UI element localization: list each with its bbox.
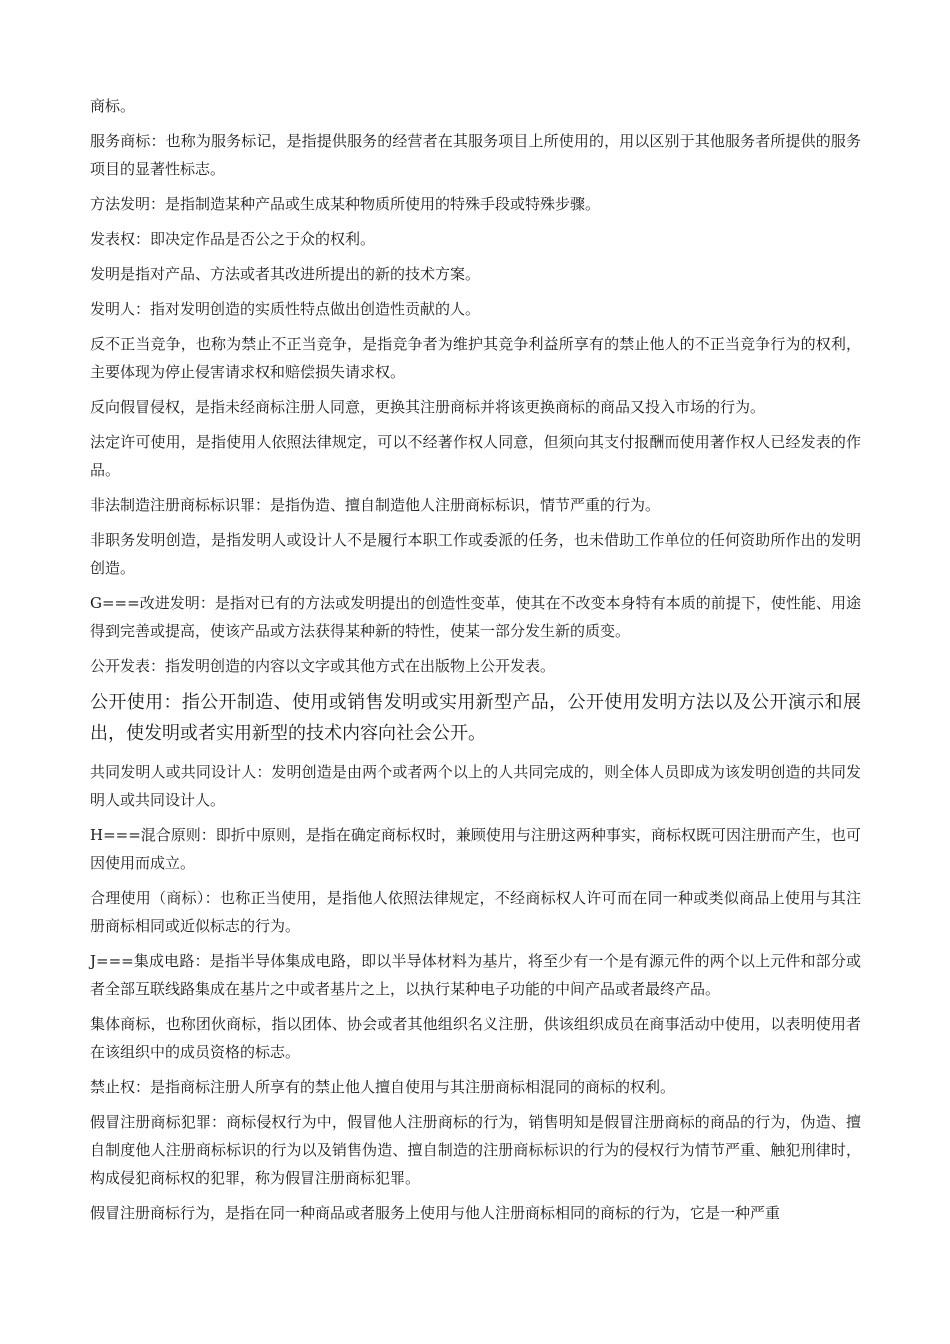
- paragraph-inventor: 发明人：指对发明创造的实质性特点做出创造性贡献的人。: [90, 300, 481, 318]
- paragraph-non-service-invention: 非职务发明创造，是指发明人或设计人不是履行本职工作或委派的任务，也未借助工作单位的任何资助所作出的发明创造。: [90, 531, 861, 577]
- paragraph-joint-inventor: 共同发明人或共同设计人：发明创造是由两个或者两个以上的人共同完成的，则全体人员即成为该发明创造的共同发明人或共同设计人。: [90, 763, 861, 809]
- paragraph-publication-right: 发表权：即决定作品是否公之于众的权利。: [90, 230, 376, 248]
- document-body: [90, 92, 861, 1234]
- paragraph-reverse-counterfeit: 反向假冒侵权，是指未经商标注册人同意，更换其注册商标并将该更换商标的商品又投入市场的行为。: [90, 398, 766, 416]
- paragraph-public-disclosure: 公开发表：指发明创造的内容以文字或其他方式在出版物上公开发表。: [90, 657, 556, 675]
- paragraph-service-mark: 服务商标：也称为服务标记，是指提供服务的经营者在其服务项目上所使用的，用以区别于其他服务者所提供的服务项目的显著性标志。: [90, 132, 861, 178]
- paragraph-trademark-end: 商标。: [90, 97, 136, 115]
- paragraph-public-use: 公开使用：指公开制造、使用或销售发明或实用新型产品，公开使用发明方法以及公开演示和展出，使发明或者实用新型的技术内容向社会公开。: [90, 692, 861, 744]
- paragraph-improvement-invention: G===改进发明：是指对已有的方法或发明提出的创造性变革，使其在不改变本身特有本质的前提下，使性能、用途得到完善或提高，使该产品或方法获得某种新的特性，使某一部分发生新的质变。: [90, 594, 861, 640]
- paragraph-counterfeit-crime: 假冒注册商标犯罪：商标侵权行为中，假冒他人注册商标的行为，销售明知是假冒注册商标的商品的行为，伪造、擅自制度他人注册商标标识的行为以及销售伪造、擅自制造的注册商标标识的行为的侵权行为情节严重、触犯刑律时，构成侵犯商标权的犯罪，称为假冒注册商标犯罪。: [90, 1113, 861, 1187]
- paragraph-counterfeit-act: 假冒注册商标行为，是指在同一种商品或者服务上使用与他人注册商标相同的商标的行为，它是一种严重: [90, 1204, 781, 1222]
- paragraph-collective-mark: 集体商标，也称团伙商标，指以团体、协会或者其他组织名义注册，供该组织成员在商事活动中使用，以表明使用者在该组织中的成员资格的标志。: [90, 1015, 861, 1061]
- paragraph-prohibition-right: 禁止权：是指商标注册人所享有的禁止他人擅自使用与其注册商标相混同的商标的权利。: [90, 1078, 676, 1096]
- paragraph-illegal-mark-manufacture: 非法制造注册商标标识罪：是指伪造、擅自制造他人注册商标标识，情节严重的行为。: [90, 496, 661, 514]
- paragraph-mixed-principle: H===混合原则：即折中原则，是指在确定商标权时，兼顾使用与注册这两种事实，商标权既可因注册而产生，也可因使用而成立。: [90, 826, 861, 872]
- paragraph-fair-use-trademark: 合理使用（商标）：也称正当使用，是指他人依照法律规定，不经商标权人许可而在同一种或类似商品上使用与其注册商标相同或近似标志的行为。: [90, 889, 861, 935]
- paragraph-invention: 发明是指对产品、方法或者其改进所提出的新的技术方案。: [90, 265, 481, 283]
- paragraph-method-invention: 方法发明：是指制造某种产品或生成某种物质所使用的特殊手段或特殊步骤。: [90, 195, 601, 213]
- paragraph-integrated-circuit: J===集成电路：是指半导体集成电路，即以半导体材料为基片，将至少有一个是有源元件的两个以上元件和部分或者全部互联线路集成在基片之中或者基片之上，以执行某种电子功能的中间产品或者最终产品。: [90, 952, 861, 998]
- paragraph-statutory-license: 法定许可使用，是指使用人依照法律规定，可以不经著作权人同意，但须向其支付报酬而使用著作权人已经发表的作品。: [90, 433, 861, 479]
- paragraph-unfair-competition: 反不正当竞争，也称为禁止不正当竞争，是指竞争者为维护其竞争利益所享有的禁止他人的不正当竞争行为的权利，主要体现为停止侵害请求权和赔偿损失请求权。: [90, 335, 861, 381]
